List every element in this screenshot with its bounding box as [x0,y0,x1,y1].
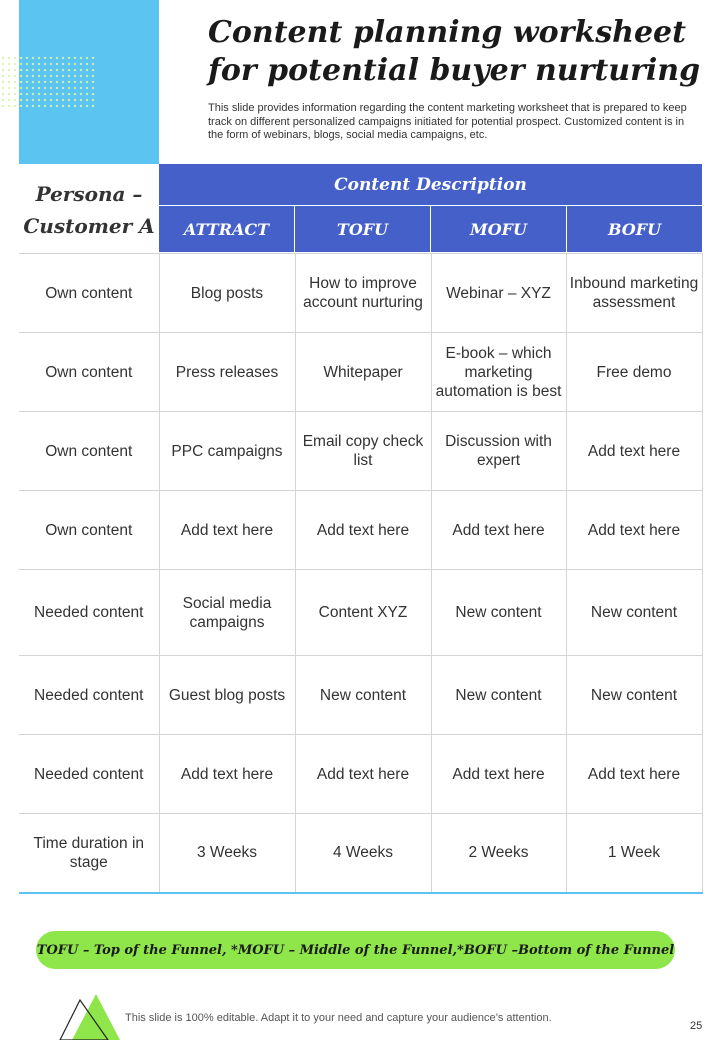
table-cell: Own content [19,254,159,333]
triangle-logo-icon [58,994,120,1040]
table-cell: Needed content [19,570,159,656]
table-row [19,656,702,735]
persona-label: Persona – Customer A [23,182,155,238]
table-cell: Add text here [431,735,566,814]
table-cell: Needed content [19,656,159,735]
stage-header-row [159,206,702,252]
table-cell: Webinar – XYZ [431,254,566,333]
table-cell: Add text here [566,491,702,570]
stage-header-mofu: MOFU [430,206,566,252]
stage-header-bofu: BOFU [566,206,702,252]
table-cell: 3 Weeks [159,814,295,893]
legend-pill: TOFU – Top of the Funnel, *MOFU – Middle of the Funnel,*BOFU –Bottom of the Funnel [36,931,675,969]
page-number: 25 [690,1020,703,1032]
content-description-header: Content Description [159,164,702,205]
table-cell: E-book – which marketing automation is best [431,333,566,412]
table-cell: 4 Weeks [295,814,431,893]
table-row [19,491,702,570]
table-cell: PPC campaigns [159,412,295,491]
table-cell: Guest blog posts [159,656,295,735]
table-cell: Email copy check list [295,412,431,491]
table-cell: Own content [19,491,159,570]
table-cell: New content [295,656,431,735]
content-table [19,253,703,894]
table-cell: Add text here [566,412,702,491]
table-cell: Add text here [431,491,566,570]
table-cell: Social media campaigns [159,570,295,656]
table-row [19,570,702,656]
stage-header-attract: ATTRACT [183,219,270,239]
page-subtitle: This slide provides information regarding the content marketing worksheet that is prepared to keep track on different personalized campaigns initiated for potential prospect. Customized content is in the form of webinars, blogs, social media campaigns, etc. [208,102,687,141]
table-cell: Add text here [566,735,702,814]
table-row [19,254,702,333]
table-cell: How to improve account nurturing [295,254,431,333]
table-row [19,412,702,491]
table-cell: New content [431,570,566,656]
table-cell: Discussion with expert [431,412,566,491]
table-row [19,735,702,814]
table-cell: Press releases [159,333,295,412]
table-cell: Needed content [19,735,159,814]
table-cell: New content [566,570,702,656]
table-cell: New content [566,656,702,735]
table-cell: New content [431,656,566,735]
table-cell: 1 Week [566,814,702,893]
page-title: Content planning worksheet for potential buyer nurturing [208,15,701,88]
table-cell: Add text here [295,491,431,570]
table-cell: Inbound marketing assessment [566,254,702,333]
table-row [19,814,702,893]
table-cell: Add text here [295,735,431,814]
table-cell: Time duration in stage [19,814,159,893]
table-cell: Own content [19,412,159,491]
table-cell: Own content [19,333,159,412]
table-cell: Add text here [159,735,295,814]
table-cell: Content XYZ [295,570,431,656]
table-cell: Add text here [159,491,295,570]
table-cell: Blog posts [159,254,295,333]
stage-header-tofu: TOFU [294,206,430,252]
dot-pattern [0,55,95,107]
table-row [19,333,702,412]
table-cell: 2 Weeks [431,814,566,893]
footer-note: This slide is 100% editable. Adapt it to your need and capture your audience’s attention. [125,1012,552,1024]
table-cell: Free demo [566,333,702,412]
table-cell: Whitepaper [295,333,431,412]
